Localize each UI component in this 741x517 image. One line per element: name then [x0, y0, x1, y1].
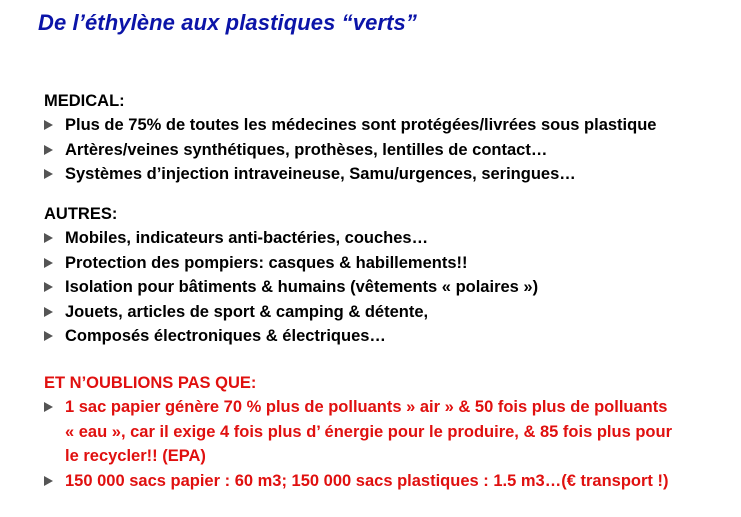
bullet-arrow-icon	[44, 331, 53, 341]
list-item	[44, 113, 656, 138]
list-item	[44, 324, 538, 349]
section-heading-autres: AUTRES:	[44, 205, 118, 223]
section-heading-medical: MEDICAL:	[44, 92, 125, 110]
bullet-arrow-icon	[44, 476, 53, 486]
bullet-arrow-icon	[44, 120, 53, 130]
list-item	[44, 395, 672, 469]
section-autres	[44, 203, 538, 349]
bullet-arrow-icon	[44, 258, 53, 268]
list-item-text: Composés électroniques & électriques…	[65, 327, 386, 345]
list-item	[44, 162, 656, 187]
section-medical	[44, 90, 656, 187]
bullet-arrow-icon	[44, 402, 53, 412]
list-item	[44, 300, 538, 325]
list-item-text: Artères/veines synthétiques, prothèses, lentilles de contact…	[65, 140, 548, 159]
list-item-line: le recycler!! (EPA)	[65, 447, 206, 465]
list-item-line: 150 000 sacs papier : 60 m3; 150 000 sacs plastiques : 1.5 m3…(€ transport !)	[65, 471, 669, 490]
bullet-arrow-icon	[44, 307, 53, 317]
list-item	[44, 226, 538, 251]
list-item-text: Mobiles, indicateurs anti-bactéries, couches…	[65, 229, 429, 247]
section-oublions	[44, 372, 672, 493]
bullet-arrow-icon	[44, 169, 53, 179]
list-item-line: 1 sac papier génère 70 % plus de polluants » air » & 50 fois plus de polluants	[65, 398, 668, 416]
list-item	[44, 251, 538, 276]
list-item-text: Protection des pompiers: casques & habillements!!	[65, 253, 468, 272]
list-item-text: Plus de 75% de toutes les médecines sont protégées/livrées sous plastique	[65, 116, 657, 134]
list-item-text: Jouets, articles de sport & camping & détente,	[65, 302, 429, 321]
slide-title: De l’éthylène aux plastiques “verts”	[38, 10, 417, 35]
list-item-text: Isolation pour bâtiments & humains (vêtements « polaires »)	[65, 278, 539, 296]
list-item-line: « eau », car il exige 4 fois plus d’ énergie pour le produire, & 85 fois plus pour	[65, 422, 672, 441]
list-item	[44, 275, 538, 300]
list-item-text: Systèmes d’injection intraveineuse, Samu/urgences, seringues…	[65, 165, 576, 183]
list-item	[44, 469, 672, 494]
bullet-arrow-icon	[44, 282, 53, 292]
bullet-arrow-icon	[44, 145, 53, 155]
bullet-arrow-icon	[44, 233, 53, 243]
list-item	[44, 138, 656, 163]
section-heading-oublions: ET N’OUBLIONS PAS QUE:	[44, 374, 257, 392]
